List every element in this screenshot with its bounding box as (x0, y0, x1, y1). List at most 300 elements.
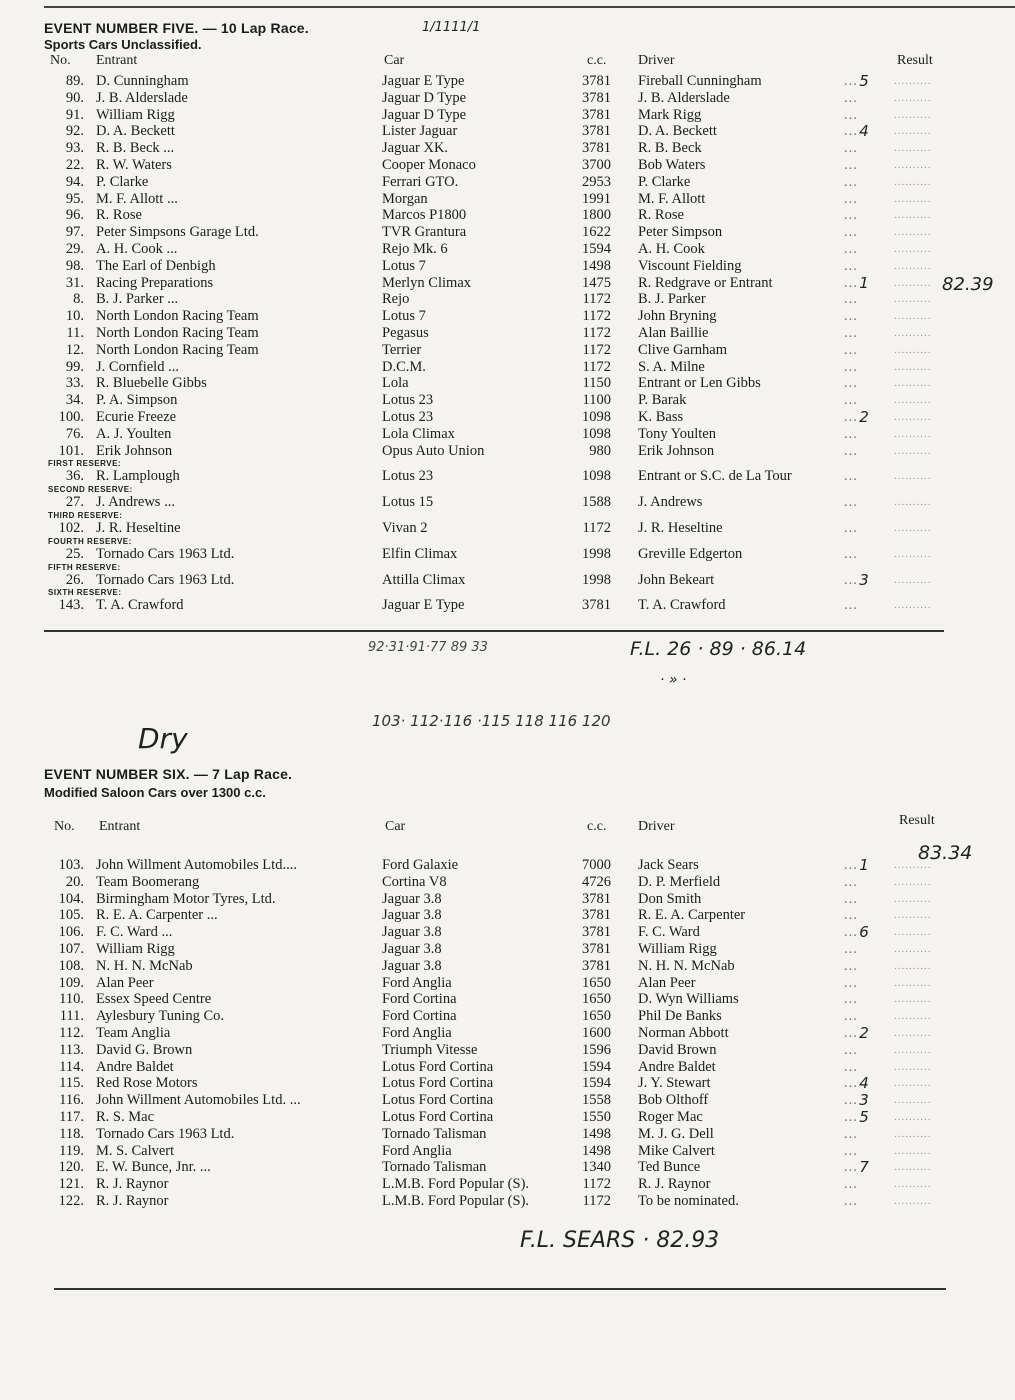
entry-number: 22. (65, 156, 84, 173)
driver-name: Norman Abbott (638, 1024, 729, 1041)
entrant-name: D. A. Beckett (96, 123, 175, 140)
header-cc: c.c. (587, 53, 607, 68)
driver-name: David Brown (638, 1041, 717, 1058)
car-name: Jaguar XK. (382, 140, 449, 157)
entry-number: 76. (65, 425, 84, 442)
entrant-name: North London Racing Team (96, 341, 259, 358)
leader-dots: ... (844, 957, 858, 974)
driver-name: K. Bass (638, 408, 684, 425)
driver-name: R. J. Raynor (638, 1176, 711, 1193)
car-name: Terrier (382, 341, 422, 358)
entrant-name: Erik Johnson (96, 442, 173, 459)
event-five-tally: 1/1111/1 (422, 20, 481, 35)
driver-name: J. B. Alderslade (638, 89, 730, 106)
leader-dots: ... (844, 1041, 858, 1058)
driver-name: R. Redgrave or Entrant (638, 274, 773, 291)
engine-cc: 1594 (582, 240, 611, 257)
driver-name: Alan Peer (638, 974, 696, 991)
top-rule (44, 6, 1015, 8)
table-row (44, 1008, 944, 1025)
leader-dots: ... (844, 257, 858, 274)
car-name: D.C.M. (382, 358, 426, 375)
car-name: Lotus Ford Cortina (382, 1092, 494, 1109)
driver-name: Bob Waters (638, 156, 706, 173)
entrant-name: P. A. Simpson (96, 392, 178, 409)
header-result: Result (899, 813, 935, 828)
entry-number: 91. (65, 106, 84, 123)
table-row (44, 975, 944, 992)
engine-cc: 1172 (582, 324, 611, 341)
entrant-name: R. B. Beck ... (96, 140, 175, 157)
car-name: Ferrari GTO. (382, 173, 459, 190)
engine-cc: 1150 (582, 375, 611, 392)
leader-dots: ... (844, 89, 858, 106)
leader-dots: ... (844, 375, 858, 392)
driver-name: Jack Sears (638, 857, 699, 873)
car-name: Jaguar 3.8 (382, 940, 442, 957)
entrant-name: A. H. Cook ... (96, 240, 178, 257)
entrant-name: R. J. Raynor (96, 1192, 169, 1209)
table-row (44, 308, 944, 325)
result-blank: .......... (894, 276, 932, 289)
car-name: Attilla Climax (382, 571, 466, 588)
engine-cc: 3781 (582, 597, 611, 614)
result-blank: .......... (894, 293, 932, 306)
car-name: Lotus 7 (382, 257, 426, 274)
entry-number: 92. (65, 123, 84, 140)
result-blank: .......... (894, 859, 932, 871)
lap-line-note: 103· 112·116 ·115 118 116 120 (372, 712, 611, 730)
leader-dots: ... (844, 1075, 858, 1092)
entry-number: 20. (65, 873, 84, 890)
result-blank: .......... (894, 1144, 932, 1157)
result-blank: .......... (894, 91, 932, 104)
entry-number: 117. (59, 1108, 84, 1125)
car-name: Lotus Ford Cortina (382, 1058, 494, 1075)
finishing-position: 6 (859, 923, 869, 942)
driver-name: M. J. G. Dell (638, 1125, 714, 1142)
table-row (44, 342, 944, 359)
result-blank: .......... (894, 573, 932, 586)
header-result: Result (897, 53, 933, 68)
event-five-header-row (44, 53, 944, 73)
engine-cc: 7000 (582, 857, 611, 873)
engine-cc: 1498 (582, 257, 611, 274)
engine-cc: 1098 (582, 425, 611, 442)
finishing-position: 2 (859, 1023, 869, 1042)
car-name: Ford Cortina (382, 1008, 457, 1025)
driver-name: Alan Baillie (638, 324, 709, 341)
engine-cc: 2953 (582, 173, 611, 190)
table-row (44, 941, 944, 958)
engine-cc: 1172 (582, 291, 611, 308)
entry-number: 89. (65, 73, 84, 89)
header-driver: Driver (638, 819, 675, 834)
car-name: Marcos P1800 (382, 207, 467, 224)
driver-name: To be nominated. (638, 1192, 739, 1209)
entry-number: 27. (65, 494, 84, 511)
table-row (44, 275, 944, 292)
leader-dots: ... (844, 291, 858, 308)
result-blank: .......... (894, 470, 932, 483)
leader-dots: ... (844, 274, 858, 291)
entry-number: 118. (59, 1125, 84, 1142)
car-name: Elfin Climax (382, 545, 458, 562)
header-car: Car (385, 819, 406, 834)
finishing-position: 1 (859, 856, 869, 874)
engine-cc: 1650 (582, 991, 611, 1008)
car-name: Jaguar 3.8 (382, 957, 442, 974)
driver-name: F. C. Ward (638, 924, 700, 941)
event-six-fastest-lap: F.L. SEARS · 82.93 (520, 1228, 720, 1253)
result-blank: .......... (894, 410, 932, 423)
entrant-name: Alan Peer (96, 974, 154, 991)
table-row (44, 891, 944, 908)
engine-cc: 1594 (582, 1058, 611, 1075)
car-name: Cortina V8 (382, 873, 447, 890)
result-blank: .......... (894, 427, 932, 440)
result-blank: .......... (894, 226, 932, 239)
leader-dots: ... (844, 571, 858, 588)
reserve-label: FIRST RESERVE: (48, 459, 122, 469)
result-blank: .......... (894, 259, 932, 272)
driver-name: Phil De Banks (638, 1008, 722, 1025)
driver-name: Fireball Cunningham (638, 73, 762, 89)
entry-number: 100. (58, 408, 84, 425)
result-blank: .......... (894, 326, 932, 339)
leader-dots: ... (844, 991, 858, 1008)
entrant-name: Racing Preparations (96, 274, 214, 291)
event-six-heading: EVENT NUMBER SIX. — 7 Lap Race. (44, 766, 293, 782)
car-name: Jaguar 3.8 (382, 924, 442, 941)
leader-dots: ... (844, 1159, 858, 1176)
leader-dots: ... (844, 940, 858, 957)
entrant-name: David G. Brown (96, 1041, 193, 1058)
car-name: Jaguar D Type (382, 89, 467, 106)
car-name: Lotus 23 (382, 408, 434, 425)
entrant-name: J. Andrews ... (96, 494, 175, 511)
car-name: Merlyn Climax (382, 274, 472, 291)
engine-cc: 1098 (582, 408, 611, 425)
engine-cc: 1100 (582, 392, 611, 409)
leader-dots: ... (844, 519, 858, 536)
finishing-position: 4 (859, 1074, 869, 1093)
driver-name: R. B. Beck (638, 140, 702, 157)
reserve-label: FIFTH RESERVE: (48, 562, 121, 572)
engine-cc: 1340 (582, 1159, 611, 1176)
driver-name: Peter Simpson (638, 224, 723, 241)
result-blank: .......... (894, 926, 932, 939)
leader-dots: ... (844, 173, 858, 190)
leader-dots: ... (844, 1058, 858, 1075)
entrant-name: T. A. Crawford (96, 597, 184, 614)
driver-name: Bob Olthoff (638, 1092, 709, 1109)
entry-number: 120. (58, 1159, 84, 1176)
engine-cc: 1991 (582, 190, 611, 207)
table-row (44, 520, 944, 537)
table-row (44, 241, 944, 258)
leader-dots: ... (844, 468, 858, 485)
fastest-lap-note: F.L. 26 · 89 · 86.14 (630, 638, 807, 660)
entrant-name: Tornado Cars 1963 Ltd. (96, 545, 235, 562)
entry-number: 101. (58, 442, 84, 459)
leader-dots: ... (844, 224, 858, 241)
entrant-name: M. F. Allott ... (96, 190, 178, 207)
entrant-name: D. Cunningham (96, 73, 189, 89)
table-row (44, 157, 944, 174)
entry-number: 94. (65, 173, 84, 190)
result-blank: .......... (894, 1010, 932, 1023)
table-row (44, 597, 944, 614)
entry-number: 31. (65, 274, 84, 291)
table-row (44, 359, 944, 376)
driver-name: Erik Johnson (638, 442, 715, 459)
result-blank: .......... (894, 75, 932, 87)
entry-number: 95. (65, 190, 84, 207)
driver-name: Mark Rigg (638, 106, 702, 123)
entrant-name: Andre Baldet (96, 1058, 174, 1075)
entrant-name: F. C. Ward ... (96, 924, 173, 941)
result-blank: .......... (894, 108, 932, 121)
car-name: Jaguar D Type (382, 106, 467, 123)
table-row (44, 1109, 944, 1126)
event-five-title (44, 20, 944, 37)
engine-cc: 1600 (582, 1024, 611, 1041)
leader-dots: ... (844, 907, 858, 924)
table-row (44, 958, 944, 975)
leader-dots: ... (844, 1192, 858, 1209)
entry-number: 25. (65, 545, 84, 562)
car-name: Lotus 15 (382, 494, 434, 511)
driver-name: Don Smith (638, 890, 702, 907)
table-row (44, 123, 944, 140)
entrant-name: John Willment Automobiles Ltd. ... (96, 1092, 301, 1109)
driver-name: John Bryning (638, 308, 717, 325)
finishing-position: 2 (859, 407, 869, 426)
car-name: Jaguar 3.8 (382, 890, 442, 907)
result-blank: .......... (894, 360, 932, 373)
table-row (44, 375, 944, 392)
engine-cc: 3781 (582, 123, 611, 140)
entry-number: 104. (58, 890, 84, 907)
header-car: Car (384, 53, 405, 68)
entrant-name: North London Racing Team (96, 324, 259, 341)
driver-name: Viscount Fielding (638, 257, 742, 274)
leader-dots: ... (844, 1125, 858, 1142)
entry-number: 106. (58, 924, 84, 941)
result-blank: .......... (894, 1127, 932, 1140)
result-blank: .......... (894, 1060, 932, 1073)
entry-number: 111. (59, 1008, 84, 1025)
driver-name: J. R. Heseltine (638, 519, 723, 536)
result-blank: .......... (894, 377, 932, 390)
result-blank: .......... (894, 1026, 932, 1039)
leader-dots: ... (844, 73, 858, 89)
entry-number: 8. (73, 291, 84, 308)
car-name: Lotus 23 (382, 468, 434, 485)
car-name: Rejo (382, 291, 410, 308)
engine-cc: 1475 (582, 274, 611, 291)
entrant-name: John Willment Automobiles Ltd.... (96, 857, 297, 873)
event-five-subtitle: Sports Cars Unclassified. (44, 37, 202, 52)
entrant-name: N. H. N. McNab (96, 957, 193, 974)
leader-dots: ... (844, 308, 858, 325)
table-row (44, 1159, 944, 1176)
engine-cc: 1650 (582, 974, 611, 991)
finishing-position: 7 (859, 1158, 869, 1177)
leader-dots: ... (844, 392, 858, 409)
entry-number: 36. (65, 468, 84, 485)
event-six-section (44, 766, 944, 1210)
entrant-name: Tornado Cars 1963 Ltd. (96, 571, 235, 588)
entry-number: 26. (65, 571, 84, 588)
driver-name: Entrant or Len Gibbs (638, 375, 761, 392)
entry-number: 97. (65, 224, 84, 241)
table-row (44, 1143, 944, 1160)
result-blank: .......... (894, 125, 932, 138)
driver-name: S. A. Milne (638, 358, 705, 375)
finishing-position: 1 (859, 273, 869, 292)
event-six-entries (44, 857, 944, 1210)
winner-speed-note: 82.39 (942, 274, 994, 295)
car-name: Jaguar E Type (382, 597, 465, 614)
table-row (44, 174, 944, 191)
driver-name: D. Wyn Williams (638, 991, 739, 1008)
driver-name: N. H. N. McNab (638, 957, 735, 974)
engine-cc: 1650 (582, 1008, 611, 1025)
result-blank: .......... (894, 192, 932, 205)
entrant-name: R. J. Raynor (96, 1176, 169, 1193)
table-row (44, 991, 944, 1008)
result-blank: .......... (894, 521, 932, 534)
entrant-name: R. S. Mac (96, 1108, 154, 1125)
finishing-position: 4 (859, 122, 869, 141)
entrant-name: North London Racing Team (96, 308, 259, 325)
entry-number: 119. (59, 1142, 84, 1159)
car-name: Lotus 23 (382, 392, 434, 409)
result-blank: .......... (894, 959, 932, 972)
car-name: Jaguar 3.8 (382, 907, 442, 924)
entrant-name: The Earl of Denbigh (96, 257, 216, 274)
table-row (44, 140, 944, 157)
table-row (44, 546, 944, 563)
entry-number: 108. (58, 957, 84, 974)
leader-dots: ... (844, 545, 858, 562)
leader-dots: ... (844, 1092, 858, 1109)
engine-cc: 1800 (582, 207, 611, 224)
leader-dots: ... (844, 207, 858, 224)
car-name: Pegasus (382, 324, 429, 341)
table-row (44, 1126, 944, 1143)
table-row (44, 1025, 944, 1042)
result-blank: .......... (894, 394, 932, 407)
result-blank: .......... (894, 310, 932, 323)
engine-cc: 3781 (582, 924, 611, 941)
engine-cc: 3781 (582, 890, 611, 907)
entry-number: 96. (65, 207, 84, 224)
leader-dots: ... (844, 324, 858, 341)
result-blank: .......... (894, 158, 932, 171)
result-blank: .......... (894, 892, 932, 905)
table-row (44, 224, 944, 241)
entrant-name: Aylesbury Tuning Co. (96, 1008, 224, 1025)
result-blank: .......... (894, 1194, 932, 1207)
event-five-section (44, 20, 944, 614)
car-name: L.M.B. Ford Popular (S). (382, 1176, 530, 1193)
engine-cc: 1998 (582, 545, 611, 562)
result-blank: .......... (894, 343, 932, 356)
table-row (44, 1176, 944, 1193)
table-row (44, 409, 944, 426)
entrant-name: William Rigg (96, 940, 175, 957)
dots-note: · » · (660, 672, 687, 688)
engine-cc: 1098 (582, 468, 611, 485)
engine-cc: 1622 (582, 224, 611, 241)
leader-dots: ... (844, 408, 858, 425)
reserve-label: SECOND RESERVE: (48, 485, 133, 495)
leader-dots: ... (844, 597, 858, 614)
leader-dots: ... (844, 873, 858, 890)
entrant-name: J. B. Alderslade (96, 89, 188, 106)
engine-cc: 1172 (582, 358, 611, 375)
entry-number: 99. (65, 358, 84, 375)
result-blank: .......... (894, 976, 932, 989)
table-row (44, 258, 944, 275)
header-entrant: Entrant (96, 53, 138, 68)
entry-number: 12. (65, 341, 84, 358)
car-name: Tornado Talisman (382, 1159, 487, 1176)
leader-dots: ... (844, 106, 858, 123)
table-row (44, 572, 944, 589)
driver-name: P. Clarke (638, 173, 691, 190)
engine-cc: 1172 (582, 1176, 611, 1193)
car-name: TVR Grantura (382, 224, 467, 241)
engine-cc: 1558 (582, 1092, 611, 1109)
entry-number: 115. (59, 1075, 84, 1092)
result-blank: .......... (894, 1110, 932, 1123)
entry-number: 105. (58, 907, 84, 924)
leader-dots: ... (844, 974, 858, 991)
engine-cc: 1498 (582, 1142, 611, 1159)
entrant-name: Red Rose Motors (96, 1075, 198, 1092)
entry-number: 114. (59, 1058, 84, 1075)
lap-numbers-note: 92·31·91·77 89 33 (368, 640, 488, 655)
engine-cc: 3781 (582, 89, 611, 106)
finishing-position: 5 (859, 1107, 869, 1126)
leader-dots: ... (844, 1008, 858, 1025)
table-row (44, 468, 944, 485)
leader-dots: ... (844, 140, 858, 157)
table-row (44, 874, 944, 891)
driver-name: R. Rose (638, 207, 684, 224)
result-blank: .......... (894, 547, 932, 560)
table-row (44, 207, 944, 224)
driver-name: B. J. Parker (638, 291, 706, 308)
result-blank: .......... (894, 599, 932, 612)
driver-name: T. A. Crawford (638, 597, 726, 614)
entrant-name: Ecurie Freeze (96, 408, 177, 425)
entrant-name: Team Anglia (96, 1024, 171, 1041)
entrant-name: Birmingham Motor Tyres, Ltd. (96, 890, 276, 907)
table-row (44, 90, 944, 107)
entry-number: 103. (58, 857, 84, 873)
entrant-name: A. J. Youlten (96, 425, 172, 442)
entry-number: 102. (58, 519, 84, 536)
engine-cc: 1172 (582, 519, 611, 536)
car-name: Tornado Talisman (382, 1125, 487, 1142)
result-blank: .......... (894, 1077, 932, 1090)
leader-dots: ... (844, 123, 858, 140)
